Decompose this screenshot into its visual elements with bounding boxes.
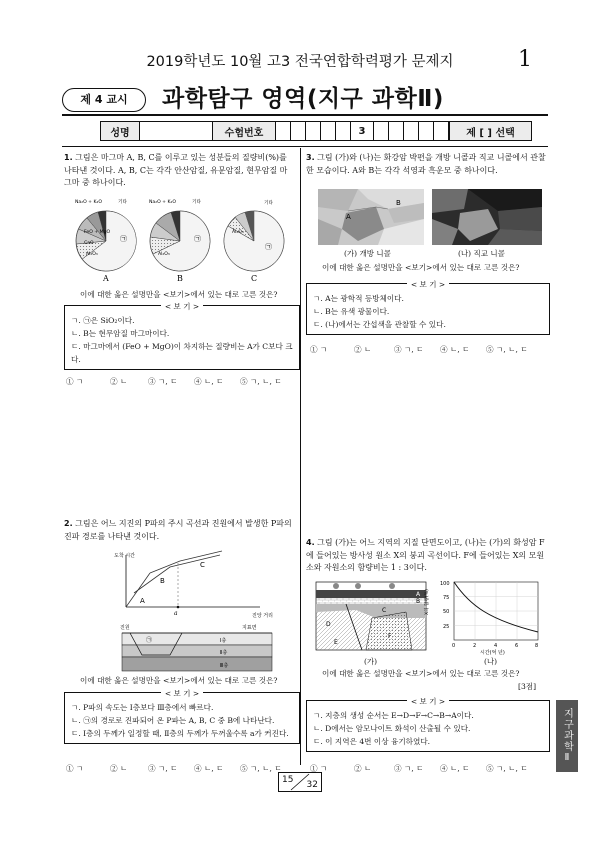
exam-digit-cell[interactable] [321, 122, 336, 140]
q4-choices [310, 763, 550, 774]
exam-digit-cell[interactable] [389, 122, 404, 140]
photo-crossed-nicol [432, 189, 542, 245]
pie-legend-b-5: Al₂O₃ [158, 252, 170, 257]
q1-bogi-box [64, 302, 300, 370]
pie-legend-a-5: Al₂O₃ [86, 252, 98, 257]
layer-f: F [388, 633, 392, 640]
layer-3-label: Ⅲ층 [220, 663, 229, 669]
xtick-2: 2 [473, 643, 477, 649]
layer-d: D [326, 621, 331, 628]
xtick-0: 0 [452, 643, 456, 649]
q3-choice-3[interactable]: ③ ㄱ, ㄷ [394, 345, 424, 354]
pie-label-c: C [251, 274, 258, 283]
photo-mark-b: B [396, 199, 401, 207]
q4-choice-4[interactable]: ④ ㄴ, ㄷ [440, 764, 470, 773]
question-4 [306, 537, 546, 575]
q4-points: [3점] [518, 682, 537, 691]
q2-choice-5[interactable]: ⑤ ㄱ, ㄴ, ㄷ [240, 764, 282, 773]
ytick-50: 50 [443, 609, 450, 615]
graph-y-label: X의 함량(%) [425, 589, 430, 615]
q2-bogi-box [64, 689, 300, 744]
q1-choices [66, 376, 296, 387]
name-label: 성명 [101, 122, 140, 140]
q1-pie-figure [70, 197, 290, 282]
photo-open-nicol [318, 189, 424, 245]
q2-option-2: ㄴ. ㉠의 경로로 진파되어 온 P파는 A, B, C 중 B에 나타난다. [71, 716, 275, 725]
q3-choices [310, 344, 550, 355]
q2-prompt: 이에 대한 옳은 설명만을 <보기>에서 있는 대로 고른 것은? [80, 676, 278, 685]
header-rule [62, 114, 548, 116]
page-number: 1 [518, 47, 532, 72]
elective-choice-label: 제 [ ] 선택 [450, 122, 531, 140]
subject-side-tab: 지구과학Ⅱ [556, 700, 578, 772]
travel-time-graph [126, 551, 260, 617]
ytick-100: 100 [440, 581, 450, 587]
q2-text: 그림은 어느 지진의 P파의 주시 곡선과 진원에서 발생한 P파의 진파 경로를 나타낸 것이다. [64, 519, 292, 541]
q4-caption-b: (나) [484, 657, 498, 666]
x-axis-label: 진앙 거리 [252, 613, 273, 619]
pie-legend-a-1: Na₂O + K₂O [75, 200, 102, 205]
content-top-rule [62, 146, 548, 147]
exam-digit-cell[interactable] [374, 122, 389, 140]
q3-number: 3. [306, 153, 315, 162]
pie-label-a: A [103, 274, 109, 283]
q4-geologic-section [316, 578, 426, 650]
exam-digit-cell[interactable] [419, 122, 434, 140]
pie-mark-c: ㉠ [265, 243, 272, 251]
pie-mark-a: ㉠ [120, 235, 127, 243]
pie-legend-b-2: 기타 [192, 200, 201, 205]
question-1 [64, 152, 294, 190]
exam-digit-cell[interactable] [306, 122, 321, 140]
layer-a: A [416, 591, 421, 598]
pie-legend-a-4: CaO [84, 241, 94, 246]
surface-label: 지표면 [242, 625, 257, 631]
q3-option-2: ㄴ. B는 유색 광물이다. [313, 307, 390, 316]
q3-choice-2[interactable]: ② ㄴ [354, 345, 372, 354]
q3-thin-section-photos [318, 189, 542, 245]
y-axis-label: 도착 시간 [114, 553, 135, 559]
q3-option-1: ㄱ. A는 광학적 등방체이다. [313, 294, 404, 303]
ytick-75: 75 [443, 595, 450, 601]
q3-bogi-box [306, 280, 550, 335]
column-divider [300, 148, 301, 765]
crustal-section [122, 633, 272, 671]
q2-choice-4[interactable]: ④ ㄴ, ㄷ [194, 764, 224, 773]
q4-choice-3[interactable]: ③ ㄱ, ㄷ [394, 764, 424, 773]
q2-option-1: ㄱ. P파의 속도는 Ⅰ층보다 Ⅲ층에서 빠르다. [71, 703, 214, 712]
q2-choices [66, 763, 296, 774]
q1-option-1: ㄱ. ㉠은 SiO₂이다. [71, 316, 135, 325]
q1-choice-2[interactable]: ② ㄴ [110, 377, 128, 386]
pie-b [150, 211, 210, 271]
question-3 [306, 152, 546, 177]
q1-choice-5[interactable]: ⑤ ㄱ, ㄴ, ㄷ [240, 377, 282, 386]
q4-bogi-box [306, 697, 550, 752]
exam-digit-cell[interactable] [276, 122, 291, 140]
q1-choice-3[interactable]: ③ ㄱ, ㄷ [148, 377, 178, 386]
subject-detail: (지구 과학Ⅱ) [306, 86, 444, 112]
exam-digit-cell[interactable] [434, 122, 450, 140]
q3-text: 그림 (가)와 (나)는 화강암 박편을 개방 니콜과 직교 니콜에서 관찰한 모습이다. A와 B는 각각 석영과 흑운모 중 하나이다. [306, 153, 546, 175]
q1-prompt: 이에 대한 옳은 설명만을 <보기>에서 있는 대로 고른 것은? [80, 290, 278, 299]
q1-option-2: ㄴ. B는 현무암질 마그마이다. [71, 329, 170, 338]
q2-choice-1[interactable]: ① ㄱ [66, 764, 84, 773]
q1-text: 그림은 마그마 A, B, C를 이루고 있는 성분들의 질량비(%)를 나타낸 것이다. A, B, C는 각각 안산암질, 유문암질, 현무암질 마그마 중 하나이다. [64, 153, 288, 187]
q4-choice-1[interactable]: ① ㄱ [310, 764, 328, 773]
exam-digit-cell[interactable] [336, 122, 351, 140]
q2-choice-3[interactable]: ③ ㄱ, ㄷ [148, 764, 178, 773]
q1-number: 1. [64, 153, 73, 162]
question-2 [64, 518, 294, 543]
q3-choice-5[interactable]: ⑤ ㄱ, ㄴ, ㄷ [486, 345, 528, 354]
q3-bogi-title: < 보 기 > [407, 280, 449, 289]
q1-choice-4[interactable]: ④ ㄴ, ㄷ [194, 377, 224, 386]
q4-choice-5[interactable]: ⑤ ㄱ, ㄴ, ㄷ [486, 764, 528, 773]
q1-choice-1[interactable]: ① ㄱ [66, 377, 84, 386]
subject-name: 과학탐구 영역 [162, 86, 307, 112]
hypocenter-label: 진원 [120, 625, 130, 631]
layer-2-label: Ⅱ층 [220, 650, 228, 656]
curve-label-c: C [200, 561, 205, 569]
q4-number: 4. [306, 538, 315, 547]
q1-bogi-title: < 보 기 > [161, 302, 203, 311]
svg-text:a: a [174, 610, 178, 617]
pie-legend-c-2: 기타 [264, 201, 273, 206]
q3-choice-4[interactable]: ④ ㄴ, ㄷ [440, 345, 470, 354]
pie-c [224, 211, 284, 271]
footer-page: 15 [282, 775, 294, 785]
xtick-8: 8 [535, 643, 539, 649]
period-badge: 제 4 교시 [62, 88, 146, 112]
q2-choice-2[interactable]: ② ㄴ [110, 764, 128, 773]
curve-label-b: B [160, 577, 165, 585]
q3-caption-b: (나) 직교 니콜 [458, 249, 505, 258]
name-field[interactable] [140, 122, 213, 140]
pie-legend-c-5: Al₂O₃ [232, 230, 244, 235]
subject-title [162, 80, 444, 113]
q2-travel-time-figure [110, 545, 290, 675]
q3-caption-a: (가) 개방 니콜 [344, 249, 391, 258]
q4-decay-graph [425, 576, 546, 656]
q2-number: 2. [64, 519, 73, 528]
photo-mark-a: A [346, 213, 351, 221]
q2-option-3: ㄷ. Ⅰ층의 두께가 일정할 때, Ⅱ층의 두께가 두꺼울수록 a가 커진다. [71, 729, 289, 738]
q4-option-1: ㄱ. 지층의 생성 순서는 E→D→F→C→B→A이다. [313, 711, 474, 720]
page-footer [278, 772, 322, 792]
q4-option-2: ㄴ. D에서는 암모나이트 화석이 산출될 수 있다. [313, 724, 471, 733]
q4-bogi-title: < 보 기 > [407, 697, 449, 706]
q4-prompt: 이에 대한 옳은 설명만을 <보기>에서 있는 대로 고른 것은? [322, 669, 520, 678]
q4-text: 그림 (가)는 어느 지역의 지질 단면도이고, (나)는 (가)의 화성암 F에 들어있는 방사성 원소 X의 붕괴 곡선이다. F에 들어있는 X의 모원소와 자원소의 함량비는 1 : 3이다. [306, 538, 545, 572]
exam-title: 2019학년도 10월 고3 전국연합학력평가 문제지 [146, 54, 454, 70]
layer-e: E [334, 639, 338, 646]
graph-x-label: 시간(억 년) [480, 650, 505, 656]
q3-option-3: ㄷ. (나)에서는 간섭색을 관찰할 수 있다. [313, 320, 446, 329]
ytick-25: 25 [443, 624, 450, 630]
q3-choice-1[interactable]: ① ㄱ [310, 345, 328, 354]
ray-path-mark: ㉠ [146, 637, 153, 644]
q4-caption-a: (가) [364, 657, 378, 666]
q2-bogi-title: < 보 기 > [161, 689, 203, 698]
q3-prompt: 이에 대한 옳은 설명만을 <보기>에서 있는 대로 고른 것은? [322, 263, 520, 272]
xtick-4: 4 [494, 643, 498, 649]
exam-number-label: 수험번호 [213, 122, 276, 140]
pie-legend-a-2: 기타 [118, 200, 127, 205]
pie-mark-b: ㉠ [194, 235, 201, 243]
xtick-6: 6 [515, 643, 519, 649]
exam-digit-cell[interactable] [404, 122, 419, 140]
layer-c: C [382, 607, 387, 614]
pie-legend-b-1: Na₂O + K₂O [149, 200, 176, 205]
curve-label-a: A [140, 597, 145, 605]
q4-choice-2[interactable]: ② ㄴ [354, 764, 372, 773]
exam-digit-cell[interactable] [291, 122, 306, 140]
exam-digit-cell-printed: 3 [351, 122, 374, 140]
candidate-info-row [100, 121, 532, 141]
layer-b: B [416, 598, 421, 605]
q1-option-3: ㄷ. 마그마에서 (FeO + MgO)이 차지하는 질량비는 A가 C보다 크다. [71, 342, 293, 364]
pie-label-b: B [177, 274, 183, 283]
layer-1-label: Ⅰ층 [220, 638, 227, 644]
pie-legend-a-3: FeO + MgO [84, 230, 111, 235]
q4-option-3: ㄷ. 이 지역은 4번 이상 융기하였다. [313, 737, 431, 746]
footer-total: 32 [306, 780, 318, 790]
